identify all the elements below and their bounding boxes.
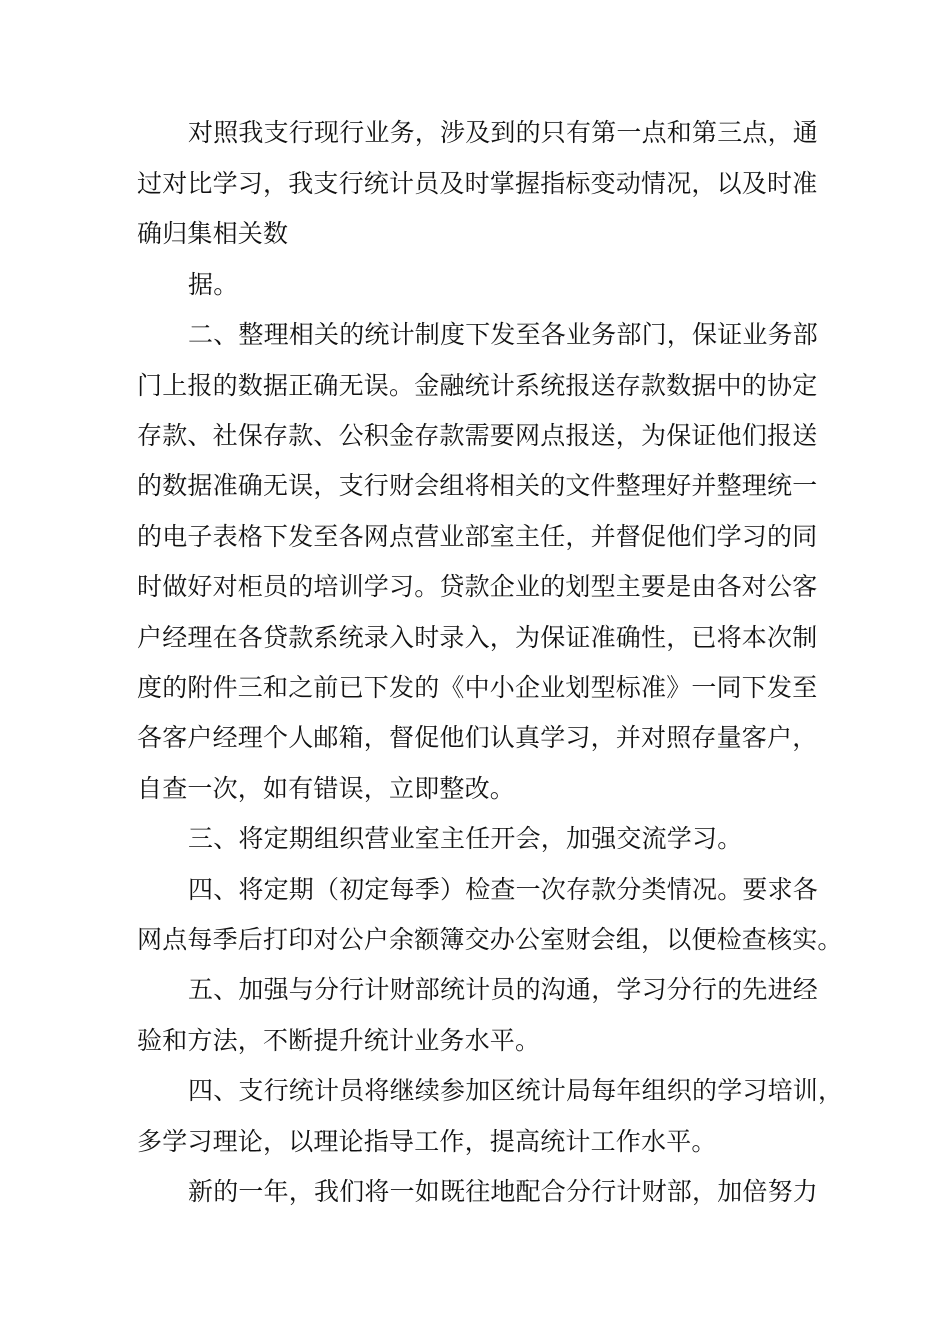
text-line: 存款、社保存款、公积金存款需要网点报送，为保证他们报送 [137, 421, 818, 450]
text-line: 过对比学习，我支行统计员及时掌握指标变动情况，以及时准 [137, 169, 818, 198]
text-line: 验和方法，不断提升统计业务水平。 [137, 1026, 541, 1055]
text-line: 对照我支行现行业务，涉及到的只有第一点和第三点，通 [188, 118, 819, 147]
text-line: 的数据准确无误，支行财会组将相关的文件整理好并整理统一 [137, 471, 818, 500]
text-line: 四、将定期（初定每季）检查一次存款分类情况。要求各 [188, 875, 819, 904]
text-line: 四、支行统计员将继续参加区统计局每年组织的学习培训， [188, 1076, 844, 1105]
text-line: 门上报的数据正确无误。金融统计系统报送存款数据中的协定 [137, 371, 818, 400]
text-line: 度的附件三和之前已下发的《中小企业划型标准》一同下发至 [137, 673, 818, 702]
text-line: 确归集相关数 [137, 219, 289, 248]
text-line: 据。 [188, 270, 239, 299]
text-line: 三、将定期组织营业室主任开会，加强交流学习。 [188, 824, 743, 853]
text-line: 多学习理论，以理论指导工作，提高统计工作水平。 [137, 1127, 717, 1156]
text-line: 新的一年，我们将一如既往地配合分行计财部，加倍努力 [188, 1177, 819, 1206]
text-line: 自查一次，如有错误，立即整改。 [137, 774, 516, 803]
text-line: 二、整理相关的统计制度下发至各业务部门，保证业务部 [188, 320, 819, 349]
text-line: 时做好对柜员的培训学习。贷款企业的划型主要是由各对公客 [137, 572, 818, 601]
text-line: 网点每季后打印对公户余额簿交办公室财会组，以便检查核实。 [137, 925, 843, 954]
text-line: 各客户经理个人邮箱，督促他们认真学习，并对照存量客户， [137, 723, 818, 752]
text-line: 的电子表格下发至各网点营业部室主任，并督促他们学习的同 [137, 522, 818, 551]
text-line: 户经理在各贷款系统录入时录入，为保证准确性，已将本次制 [137, 623, 818, 652]
text-line: 五、加强与分行计财部统计员的沟通，学习分行的先进经 [188, 975, 819, 1004]
